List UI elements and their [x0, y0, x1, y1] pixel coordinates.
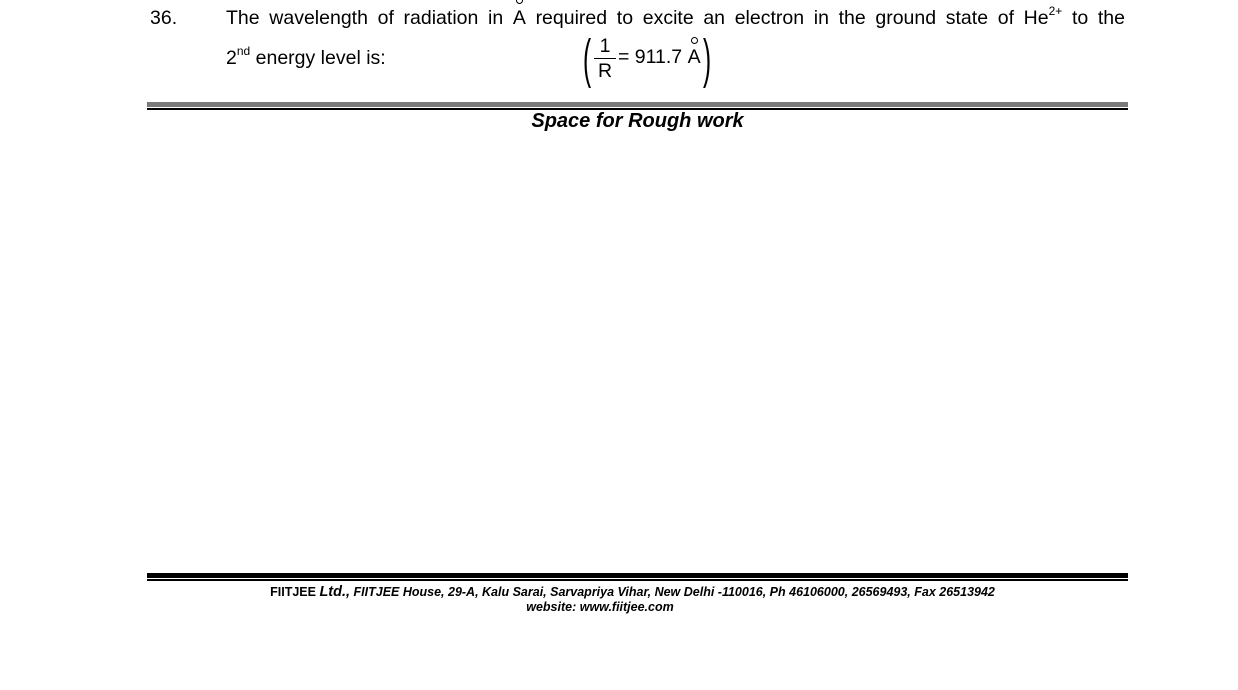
question-text-part: energy level is: — [250, 47, 386, 69]
footer-divider-thin — [147, 579, 1128, 581]
question-text-line-2 — [226, 46, 386, 70]
formula-value — [618, 46, 701, 69]
footer-address-text: FIITJEE House, 29-A, Kalu Sarai, Sarvapriya Vihar, New Delhi -110016, Ph 46106000, 26569493, Fax 26513942 — [353, 585, 995, 599]
rydberg-formula — [582, 29, 716, 89]
formula-equals-value: = 911.7 — [618, 46, 688, 68]
left-parenthesis: ( — [582, 29, 592, 89]
footer-address — [142, 584, 1048, 600]
question-text-line-1 — [226, 6, 1125, 30]
rough-work-heading: Space for Rough work — [531, 110, 744, 132]
question-text-part: The wavelength of radiation in — [226, 7, 513, 29]
ordinal-suffix: nd — [236, 44, 251, 58]
fraction-denominator: R — [597, 60, 613, 82]
footer-ltd: Ltd., — [319, 584, 351, 600]
angstrom-symbol: A — [512, 7, 526, 29]
question-text-part: to the — [1062, 7, 1125, 29]
energy-level-number: 2 — [226, 47, 237, 69]
fraction — [594, 35, 616, 82]
question-number: 36. — [150, 7, 178, 29]
fraction-bar — [594, 58, 616, 59]
footer-website: website: www.fiitjee.com — [526, 600, 674, 614]
ion-charge: 2+ — [1048, 4, 1063, 18]
footer-divider-thick — [147, 573, 1128, 578]
question-text-part: required to excite an electron in the ground state of He — [525, 7, 1049, 29]
fraction-numerator: 1 — [599, 35, 611, 57]
right-parenthesis: ) — [702, 29, 712, 89]
divider-thick — [147, 102, 1128, 107]
footer-brand: FIITJEE — [270, 585, 316, 599]
angstrom-unit: A — [687, 46, 701, 68]
